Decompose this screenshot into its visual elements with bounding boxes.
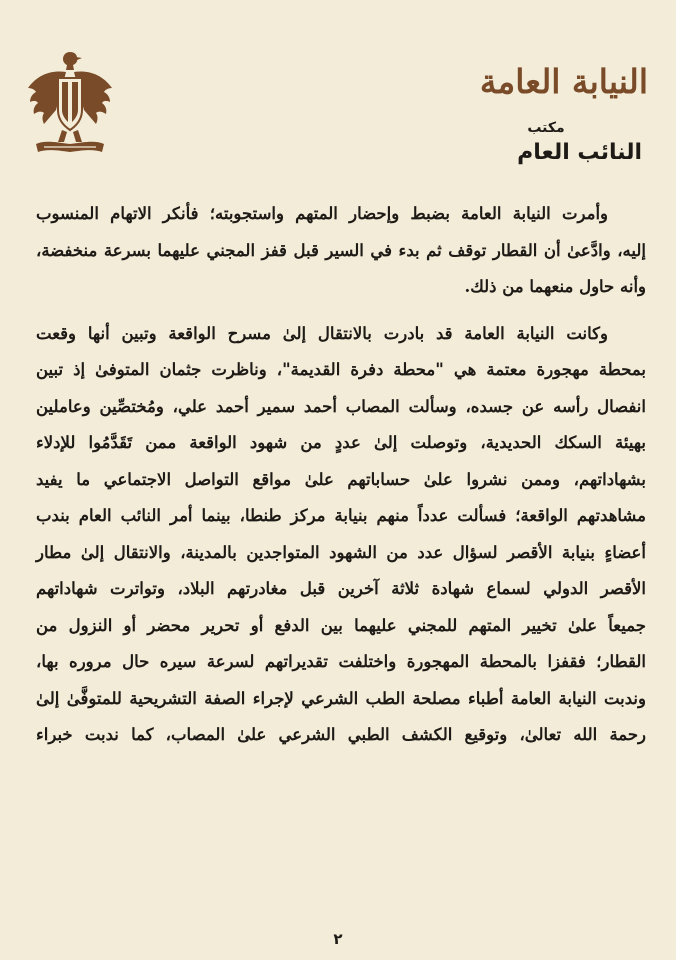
- egypt-eagle-emblem-icon: [22, 48, 118, 166]
- text-line: بمحطة مهجورة معتمة هي "محطة دفرة القديمة"، وناظرت جثمان المتوفىٰ إذ تبين: [36, 360, 646, 379]
- paragraph: [36, 316, 646, 754]
- document-body: [36, 196, 646, 754]
- text-line: إليه، وادَّعىٰ أن القطار توقف ثم بدء في السير قبل قفز المجني عليهما بسرعة منخفضة،: [36, 240, 646, 260]
- header-title: النيابة العامة: [479, 62, 648, 101]
- text-line: جميعاً علىٰ تخيير المتهم للمجني عليهما بين الدفع أو تحرير محضر أو النزول من: [36, 615, 646, 635]
- page-number: ٢: [333, 930, 343, 948]
- text-line: انفصال رأسه عن جسده، وسألت المصاب أحمد سمير أحمد علي، ومُختصِّين وعاملين: [36, 396, 646, 416]
- text-line: مشاهدتهم الواقعة؛ فسألت عدداً منهم بنيابة مركز طنطا، بينما أمر النائب العام بندب: [36, 506, 646, 525]
- header-subtitle-attorney-general: النائب العام: [517, 140, 642, 165]
- paragraph: [36, 196, 646, 306]
- text-line: وأنه حاول منعهما من ذلك.: [464, 277, 646, 296]
- header-subtitle-office: مكتب: [527, 120, 565, 136]
- text-line: بشهاداتهم، وممن نشروا علىٰ حساباتهم علىٰ مواقع التواصل الاجتماعي ما يفيد: [36, 469, 646, 489]
- text-line: أعضاءٍ بنيابة الأقصر لسؤال عدد من الشهود المتواجدين بالمدينة، والانتقال إلىٰ مطار: [36, 542, 646, 562]
- text-line: القطار؛ فقفزا بالمحطة المهجورة واختلفت تقديراتهم لسرعة سيره حال مروره بها،: [36, 652, 646, 671]
- text-line: وندبت النيابة العامة أطباء مصلحة الطب الشرعي لإجراء الصفة التشريحية للمتوفَّىٰ إلىٰ: [36, 688, 646, 708]
- text-line: وأمرت النيابة العامة بضبط وإحضار المتهم واستجوبته؛ فأنكر الاتهام المنسوب: [36, 204, 608, 223]
- text-line: بهيئة السكك الحديدية، وتوصلت إلىٰ عددٍ من شهود الواقعة ممن تَقَدَّمُوا للإدلاء: [36, 433, 646, 452]
- text-line: الأقصر الدولي لسماع شهادة ثلاثة آخرين قبل مغادرتهم البلاد، وتواترت شهاداتهم: [36, 579, 646, 598]
- text-line: رحمة الله تعالىٰ، وتوقيع الكشف الطبي الشرعي علىٰ المصاب، كما ندبت خبراء: [36, 725, 646, 744]
- text-line: وكانت النيابة العامة قد بادرت بالانتقال إلىٰ مسرح الواقعة وتبين أنها وقعت: [36, 323, 608, 343]
